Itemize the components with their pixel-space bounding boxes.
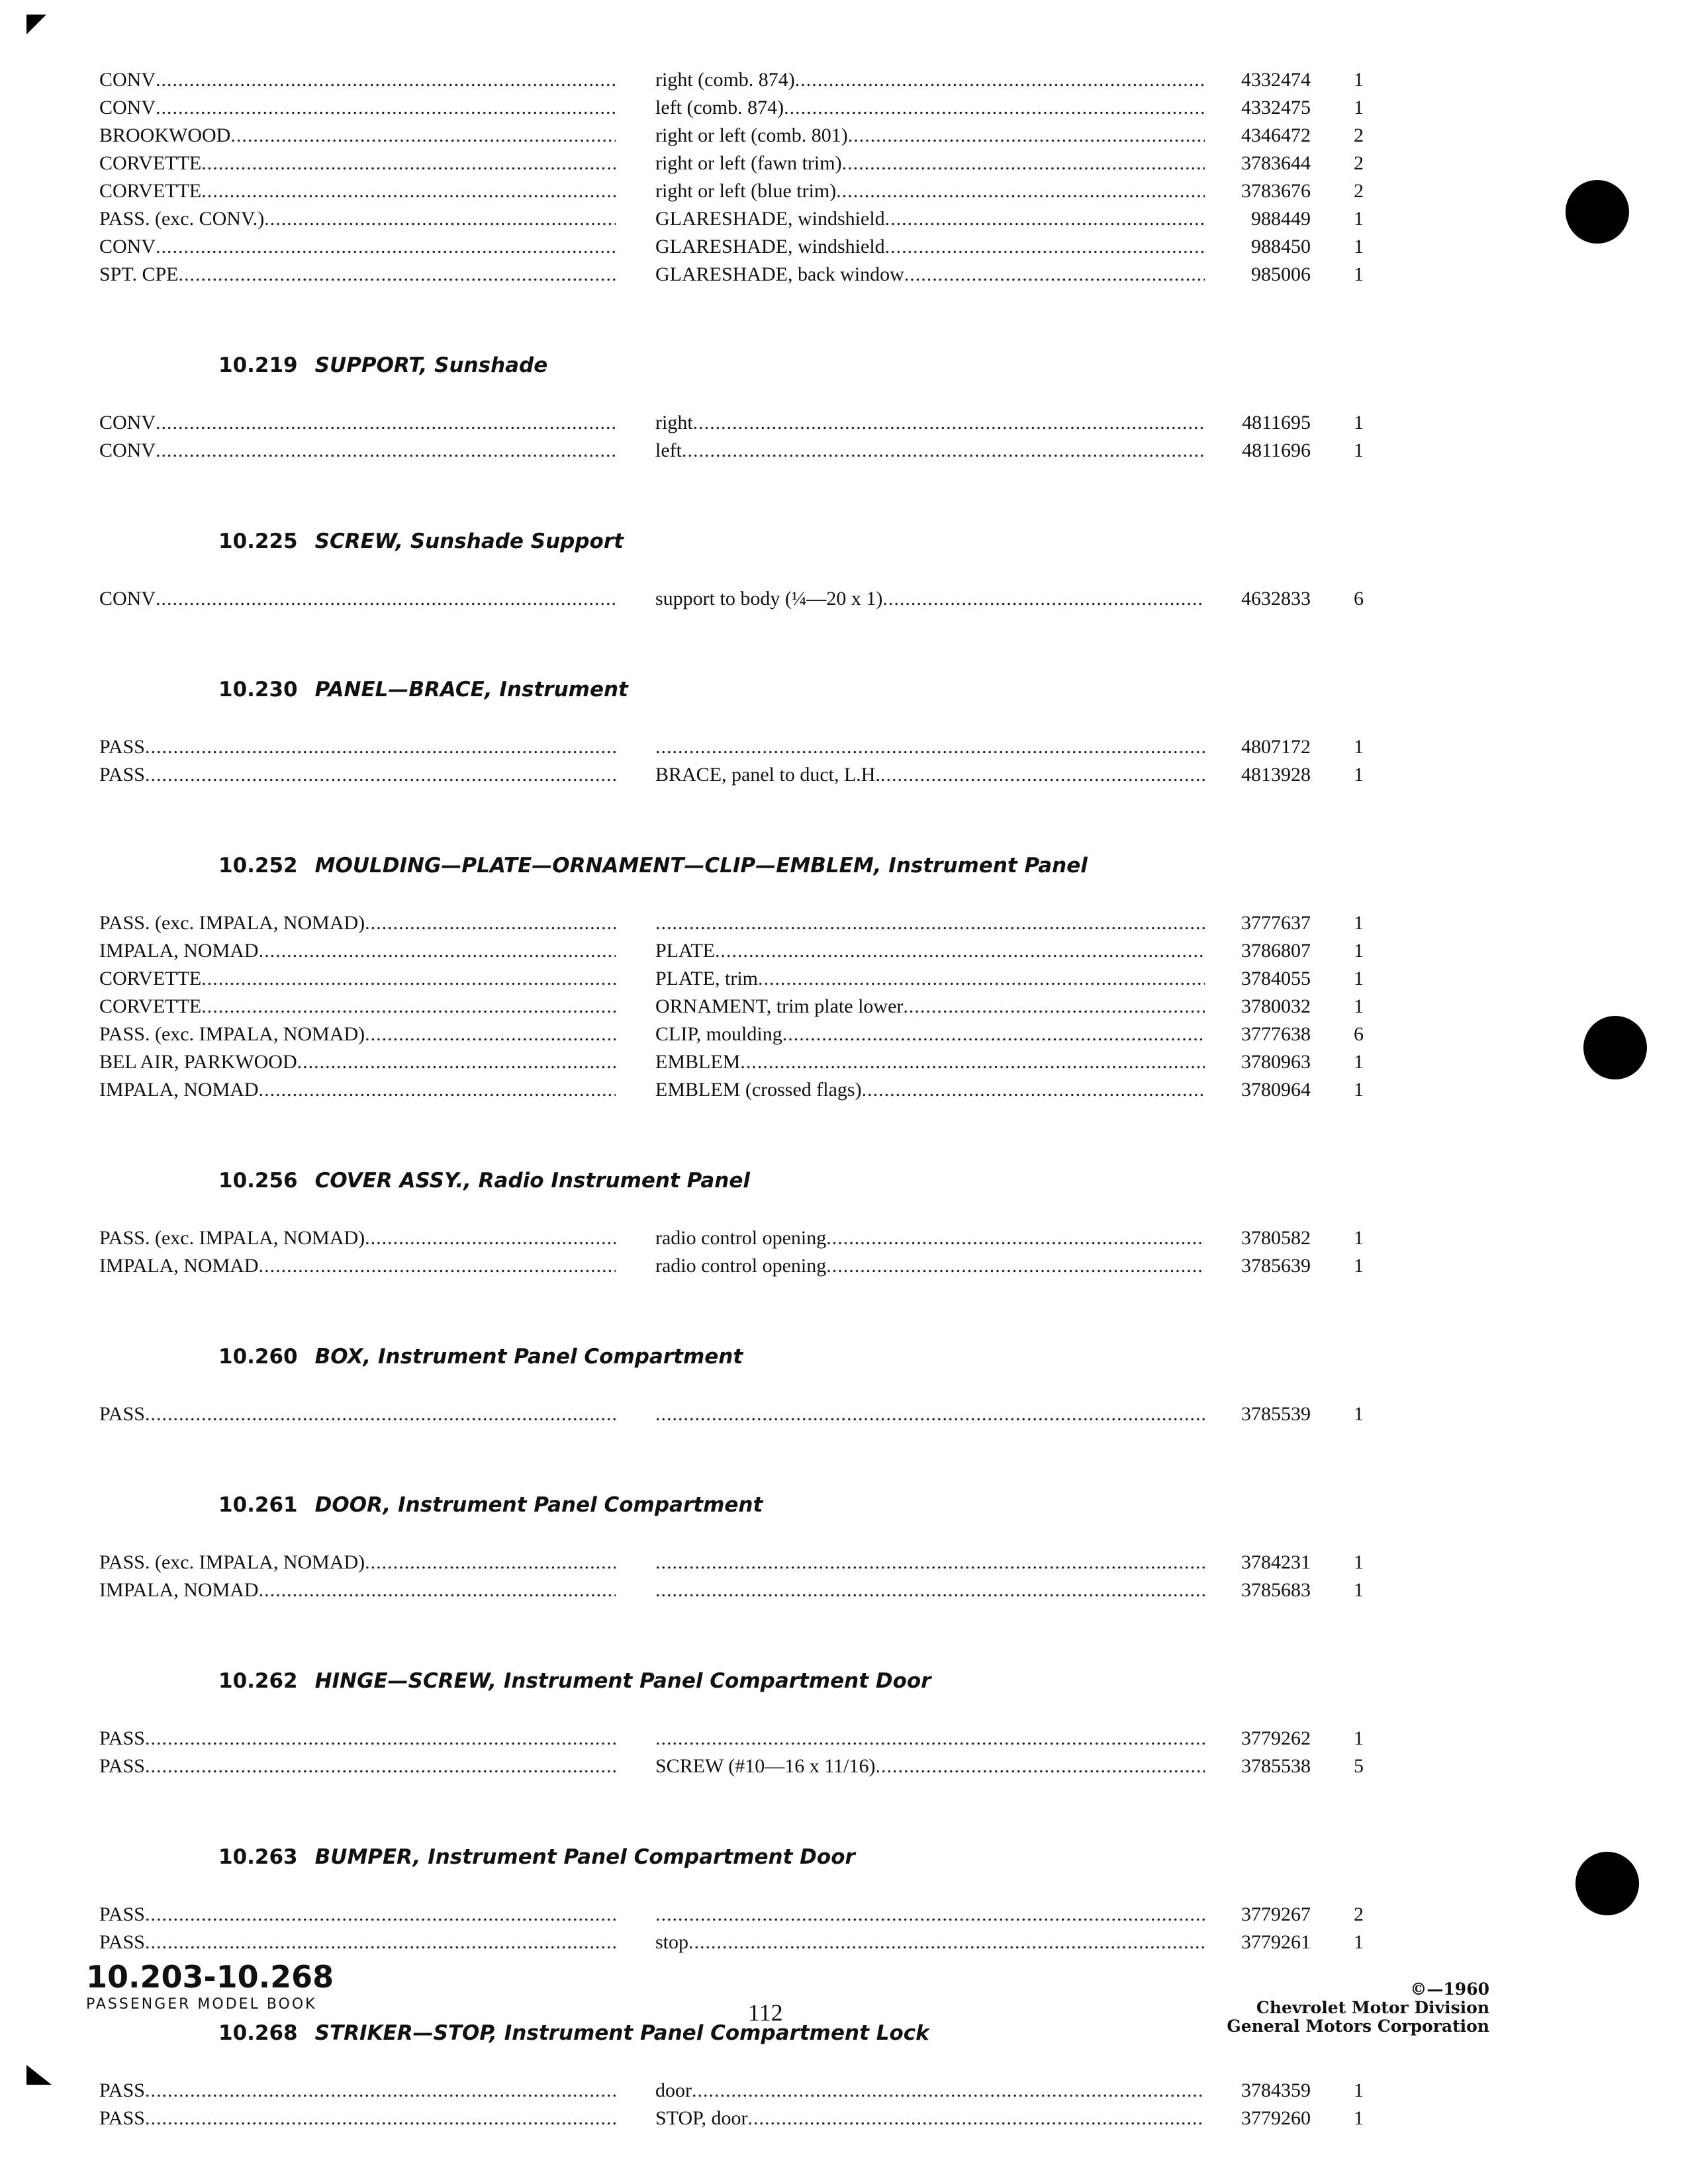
description: right [655,412,693,433]
section-title: DOOR, Instrument Panel Compartment [314,1493,763,1517]
description: ORNAMENT, trim plate lower [655,995,904,1017]
description: PLATE, trim [655,968,758,989]
dot-leader [655,1400,1205,1428]
model-name: PASS. (exc. IMPALA, NOMAD) [99,1227,365,1249]
dot-leader [826,1252,1205,1280]
model-cell [99,437,616,465]
dot-leader [145,2105,616,2132]
description: left [655,439,682,461]
dot-leader [693,409,1205,437]
description-cell [655,1400,1205,1428]
dot-leader [655,1549,1205,1576]
model-cell [99,1076,616,1104]
section-title: BUMPER, Instrument Panel Compartment Door [314,1845,855,1869]
model-cell [99,233,616,261]
part-number: 4332474 [1241,69,1311,91]
description-cell [655,1752,1205,1780]
model-name: PASS. (exc. IMPALA, NOMAD) [99,912,365,934]
model-cell [99,761,616,789]
section-title: PANEL—BRACE, Instrument [314,678,628,702]
model-cell [99,122,616,150]
model-cell [99,150,616,177]
part-number: 3777638 [1241,1023,1311,1045]
description-cell [655,2077,1205,2105]
part-number: 3785639 [1241,1255,1311,1277]
part-number: 3780963 [1241,1051,1311,1073]
dot-leader [682,437,1205,465]
dot-leader [201,177,616,205]
quantity: 1 [1354,968,1364,989]
description: STOP, door [655,2107,748,2129]
description-cell [655,1901,1205,1929]
quantity: 1 [1354,1079,1364,1101]
quantity: 1 [1354,1931,1364,1953]
model-cell [99,1400,616,1428]
dot-leader [156,409,616,437]
section-title: SUPPORT, Sunshade [314,353,548,377]
description: left (comb. 874) [655,97,784,118]
section-heading [218,1341,743,1373]
section-heading [218,2017,929,2049]
quantity: 6 [1354,1023,1364,1045]
model-name: PASS [99,2107,145,2129]
dot-leader [715,937,1205,965]
model-name: CORVETTE [99,180,202,202]
dot-leader [259,937,616,965]
dot-leader [740,1048,1205,1076]
part-number: 4807172 [1241,736,1311,758]
dot-leader [655,1576,1205,1604]
quantity: 1 [1354,1051,1364,1073]
section-number: 10.261 [218,1493,298,1517]
quantity: 1 [1354,2107,1364,2129]
model-name: CORVETTE [99,995,202,1017]
description-cell [655,1929,1205,1956]
description: EMBLEM [655,1051,741,1073]
description-cell [655,993,1205,1021]
description: SCREW (#10—16 x 11/16) [655,1755,876,1777]
description-cell [655,733,1205,761]
dot-leader [201,993,616,1021]
page-number: 112 [748,1999,783,2026]
description-cell [655,1252,1205,1280]
description: BRACE, panel to duct, L.H. [655,764,880,786]
description: GLARESHADE, windshield [655,236,885,257]
dot-leader [259,1252,616,1280]
dot-leader [145,1929,616,1956]
footer-right [1227,1980,1489,2036]
model-cell [99,1549,616,1576]
dot-leader [156,233,616,261]
dot-leader [259,1576,616,1604]
description-cell [655,150,1205,177]
description-cell [655,205,1205,233]
model-cell [99,1752,616,1780]
description-cell [655,909,1205,937]
dot-leader [880,761,1205,789]
dot-leader [688,1929,1205,1956]
model-name: CONV [99,236,156,257]
section-heading [218,850,1088,882]
dot-leader [179,261,616,289]
description-cell [655,437,1205,465]
section-heading [218,1841,855,1873]
dot-leader [862,1076,1205,1104]
model-name: PASS [99,736,145,758]
description: right or left (comb. 801) [655,124,848,146]
part-number: 4811696 [1242,439,1311,461]
part-number: 988450 [1251,236,1311,257]
section-number: 10.268 [218,2021,298,2045]
part-number: 3780964 [1241,1079,1311,1101]
part-number: 3779267 [1241,1903,1311,1925]
punch-hole-bottom [1575,1852,1639,1915]
dot-leader [655,733,1205,761]
model-name: BEL AIR, PARKWOOD [99,1051,297,1073]
quantity: 1 [1354,1727,1364,1749]
section-number: 10.252 [218,854,298,878]
model-name: IMPALA, NOMAD [99,1579,259,1601]
section-heading [218,674,628,705]
description: stop [655,1931,689,1953]
section-number: 10.256 [218,1169,298,1193]
quantity: 1 [1354,912,1364,934]
quantity: 2 [1354,124,1364,146]
dot-leader [655,1725,1205,1752]
model-name: PASS [99,764,145,786]
section-title: BOX, Instrument Panel Compartment [314,1345,743,1369]
model-name: CONV [99,97,156,118]
section-number: 10.225 [218,529,298,553]
quantity: 1 [1354,208,1364,230]
model-name: PASS. (exc. IMPALA, NOMAD) [99,1551,365,1573]
description-cell [655,965,1205,993]
quantity: 1 [1354,995,1364,1017]
dot-leader [795,66,1205,94]
description: right (comb. 874) [655,69,795,91]
quantity: 1 [1354,764,1364,786]
model-cell [99,1048,616,1076]
description: CLIP, moulding [655,1023,782,1045]
dot-leader [259,1076,616,1104]
model-cell [99,1901,616,1929]
footer-left [86,1959,334,2015]
model-name: SPT. CPE [99,263,179,285]
part-number: 4811695 [1242,412,1311,433]
model-cell [99,2105,616,2132]
part-number: 4332475 [1241,97,1311,118]
part-number: 3785683 [1241,1579,1311,1601]
dot-leader [201,965,616,993]
description-cell [655,261,1205,289]
description-cell [655,1576,1205,1604]
model-name: CORVETTE [99,968,202,989]
model-name: PASS. (exc. CONV.) [99,208,265,230]
quantity: 1 [1354,69,1364,91]
model-name: PASS. (exc. IMPALA, NOMAD) [99,1023,365,1045]
model-name: IMPALA, NOMAD [99,940,259,962]
model-cell [99,733,616,761]
model-cell [99,94,616,122]
description-cell [655,66,1205,94]
model-cell [99,1252,616,1280]
quantity: 1 [1354,940,1364,962]
description: PLATE [655,940,715,962]
dot-leader [876,1752,1205,1780]
dot-leader [264,205,616,233]
quantity: 1 [1354,1551,1364,1573]
quantity: 1 [1354,1579,1364,1601]
section-heading [218,525,624,557]
dot-leader [782,1021,1205,1048]
quantity: 2 [1354,1903,1364,1925]
quantity: 1 [1354,236,1364,257]
dot-leader [836,177,1205,205]
model-cell [99,1725,616,1752]
quantity: 1 [1354,263,1364,285]
description: GLARESHADE, back window [655,263,904,285]
part-number: 3783644 [1241,152,1311,174]
model-name: PASS [99,1903,145,1925]
description-cell [655,1048,1205,1076]
part-number: 3777637 [1241,912,1311,934]
quantity: 1 [1354,2079,1364,2101]
dot-leader [903,993,1205,1021]
description: right or left (fawn trim) [655,152,842,174]
description: support to body (¼—20 x 1) [655,588,883,610]
model-cell [99,2077,616,2105]
dot-leader [826,1224,1205,1252]
quantity: 1 [1354,97,1364,118]
model-cell [99,205,616,233]
description: radio control opening [655,1255,827,1277]
description: radio control opening [655,1227,827,1249]
section-range: 10.203-10.268 [86,1959,334,1995]
description-cell [655,177,1205,205]
model-cell [99,66,616,94]
quantity: 2 [1354,180,1364,202]
model-name: CONV [99,412,156,433]
punch-hole-top [1566,180,1629,244]
dot-leader [145,733,616,761]
part-number: 4813928 [1241,764,1311,786]
model-cell [99,409,616,437]
model-name: CONV [99,439,156,461]
model-cell [99,965,616,993]
model-name: PASS [99,1727,145,1749]
part-number: 3779260 [1241,2107,1311,2129]
model-name: PASS [99,1403,145,1425]
description-cell [655,409,1205,437]
part-number: 3783676 [1241,180,1311,202]
dot-leader [156,437,616,465]
dot-leader [747,2105,1205,2132]
section-heading [218,1165,750,1197]
model-name: CONV [99,69,156,91]
quantity: 1 [1354,1403,1364,1425]
part-number: 3779261 [1241,1931,1311,1953]
dot-leader [156,585,616,613]
quantity: 1 [1354,412,1364,433]
quantity: 5 [1354,1755,1364,1777]
dot-leader [297,1048,616,1076]
part-number: 985006 [1251,263,1311,285]
dot-leader [145,1752,616,1780]
section-title: SCREW, Sunshade Support [314,529,624,553]
model-name: CORVETTE [99,152,202,174]
model-cell [99,261,616,289]
part-number: 4632833 [1241,588,1311,610]
quantity: 6 [1354,588,1364,610]
dot-leader [882,585,1205,613]
model-name: CONV [99,588,156,610]
dot-leader [784,94,1205,122]
model-cell [99,585,616,613]
section-heading [218,349,547,381]
section-title: STRIKER—STOP, Instrument Panel Compartment Lock [314,2021,929,2045]
dot-leader [904,261,1205,289]
quantity: 1 [1354,1255,1364,1277]
section-number: 10.219 [218,353,298,377]
dot-leader [145,2077,616,2105]
dot-leader [655,909,1205,937]
dot-leader [365,1021,616,1048]
copyright: ©—1960 [1410,1979,1489,1999]
model-name: PASS [99,1755,145,1777]
division: Chevrolet Motor Division [1256,1998,1489,2017]
dot-leader [758,965,1205,993]
part-number: 3784359 [1241,2079,1311,2101]
model-cell [99,993,616,1021]
dot-leader [692,2077,1205,2105]
section-title: HINGE—SCREW, Instrument Panel Compartment Door [314,1669,931,1693]
description-cell [655,2105,1205,2132]
model-cell [99,1021,616,1048]
section-number: 10.262 [218,1669,298,1693]
part-number: 3780032 [1241,995,1311,1017]
model-name: BROOKWOOD [99,124,231,146]
dot-leader [145,761,616,789]
description: EMBLEM (crossed flags) [655,1079,862,1101]
punch-hole-middle [1583,1016,1647,1079]
section-number: 10.230 [218,678,298,702]
model-name: IMPALA, NOMAD [99,1079,259,1101]
description-cell [655,761,1205,789]
description-cell [655,1076,1205,1104]
section-heading [218,1665,931,1697]
dot-leader [201,150,616,177]
quantity: 1 [1354,736,1364,758]
dot-leader [156,94,616,122]
quantity: 1 [1354,439,1364,461]
dot-leader [145,1725,616,1752]
book-name: PASSENGER MODEL BOOK [86,1996,317,2013]
part-number: 3784055 [1241,968,1311,989]
part-number: 988449 [1251,208,1311,230]
section-heading [218,1489,763,1521]
model-cell [99,1224,616,1252]
dot-leader [365,1224,616,1252]
dot-leader [156,66,616,94]
dot-leader [848,122,1205,150]
description: door [655,2079,692,2101]
dot-leader [145,1400,616,1428]
model-cell [99,909,616,937]
description-cell [655,1021,1205,1048]
part-number: 3785538 [1241,1755,1311,1777]
description-cell [655,1549,1205,1576]
part-number: 3780582 [1241,1227,1311,1249]
model-name: PASS [99,1931,145,1953]
dot-leader [145,1901,616,1929]
part-number: 4346472 [1241,124,1311,146]
description: GLARESHADE, windshield [655,208,885,230]
section-number: 10.263 [218,1845,298,1869]
model-cell [99,937,616,965]
description-cell [655,94,1205,122]
corporation: General Motors Corporation [1227,2017,1489,2036]
description-cell [655,937,1205,965]
model-cell [99,177,616,205]
part-number: 3786807 [1241,940,1311,962]
part-number: 3784231 [1241,1551,1311,1573]
quantity: 2 [1354,152,1364,174]
model-cell [99,1929,616,1956]
dot-leader [842,150,1205,177]
dot-leader [365,1549,616,1576]
model-cell [99,1576,616,1604]
description: right or left (blue trim) [655,180,837,202]
bottom-corner-mark [26,2065,52,2085]
dot-leader [655,1901,1205,1929]
section-title: COVER ASSY., Radio Instrument Panel [314,1169,750,1193]
part-number: 3785539 [1241,1403,1311,1425]
dot-leader [365,909,616,937]
section-number: 10.260 [218,1345,298,1369]
dot-leader [230,122,616,150]
description-cell [655,122,1205,150]
section-title: MOULDING—PLATE—ORNAMENT—CLIP—EMBLEM, Instrument Panel [314,854,1088,878]
model-name: IMPALA, NOMAD [99,1255,259,1277]
dot-leader [885,233,1205,261]
quantity: 1 [1354,1227,1364,1249]
description-cell [655,1224,1205,1252]
description-cell [655,1725,1205,1752]
description-cell [655,233,1205,261]
part-number: 3779262 [1241,1727,1311,1749]
top-corner-mark [26,15,46,34]
dot-leader [885,205,1205,233]
description-cell [655,585,1205,613]
model-name: PASS [99,2079,145,2101]
